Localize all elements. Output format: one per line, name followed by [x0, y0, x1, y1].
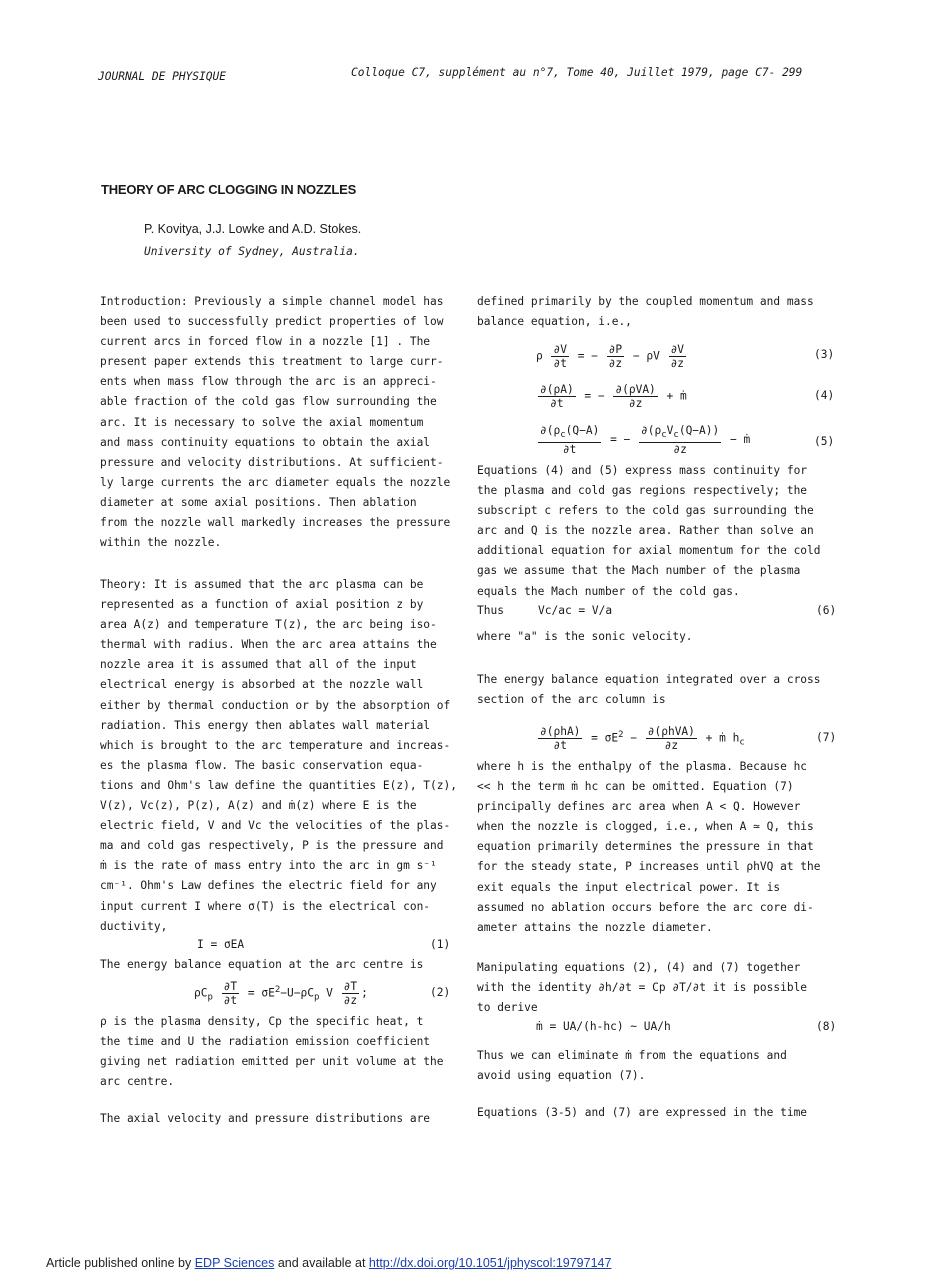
text-line: ly large currents the arc diameter equals the nozzle — [100, 475, 451, 489]
footer-middle: and available at — [274, 1256, 369, 1270]
publication-footer — [46, 1256, 611, 1270]
text-line: assumed no ablation occurs before the arc core di- — [477, 900, 814, 914]
equation-8: ṁ = UA/(h-hc) ~ UA/h — [536, 1020, 671, 1033]
author-list: P. Kovitya, J.J. Lowke and A.D. Stokes. — [144, 222, 362, 236]
text-line: present paper extends this treatment to large curr- — [100, 355, 444, 369]
equation-4: $\frac{\partial(\rho A)}{\partial t}$ = − $\frac{\text{∂(ρVA)}}{\partial z}$ + ṁ — [540, 383, 687, 410]
text-line: Introduction: Previously a simple channel model has — [100, 295, 444, 308]
symbols-paragraph — [100, 1012, 460, 1092]
text-line: es the plasma flow. The basic conservation equa- — [100, 758, 424, 772]
colloque-reference: Colloque C7, supplément au n°7, Tome 40, Juillet 1979, page C7- 299 — [351, 66, 803, 79]
text-line: avoid using equation (7). — [477, 1069, 646, 1083]
text-line: either by thermal conduction or by the absorption of — [100, 698, 451, 712]
text-line: ρ is the plasma density, Cp the specific heat, t — [100, 1015, 424, 1028]
text-line: Equations (3-5) and (7) are expressed in the time — [477, 1106, 808, 1119]
manipulation-paragraph — [477, 958, 837, 1018]
enthalpy-paragraph — [477, 757, 837, 938]
text-line: from the nozzle wall markedly increases the pressure — [100, 516, 451, 530]
text-line: within the nozzle. — [100, 536, 222, 550]
equation-3: ρ $\frac{\partial V}{\partial t}$ = − $\frac{\partial P}{\partial z}$ − ρV $\frac{\partial V}{\partial z}$ — [536, 343, 685, 370]
text-line: pressure and velocity distributions. At sufficient- — [100, 455, 444, 469]
text-line: principally defines arc area when A < Q. However — [477, 800, 801, 814]
equation-number: (4) — [814, 389, 835, 402]
journal-name: JOURNAL DE PHYSIQUE — [98, 70, 226, 83]
text-line: The axial velocity and pressure distributions are — [100, 1112, 431, 1125]
equation-number: (1) — [430, 938, 451, 951]
text-line: Thus we can eliminate ṁ from the equations and — [477, 1049, 787, 1062]
text-line: arc and Q is the nozzle area. Rather than solve an — [477, 524, 814, 538]
paper-title: THEORY OF ARC CLOGGING IN NOZZLES — [101, 182, 357, 197]
doi-link[interactable]: http://dx.doi.org/10.1051/jphyscol:19797147 — [368, 1256, 612, 1270]
text-line: the plasma and cold gas regions respectively; the — [477, 484, 808, 498]
intro-paragraph — [100, 292, 460, 553]
text-line: to derive — [477, 1001, 538, 1015]
equation-6: Vc/ac = V/a — [538, 604, 613, 617]
text-line: defined primarily by the coupled momentum and mass — [477, 295, 814, 308]
text-line: balance equation, i.e., — [477, 315, 632, 329]
energy-paragraph — [477, 670, 837, 710]
text-line: ṁ is the rate of mass entry into the arc in gm s⁻¹ — [100, 859, 437, 873]
equation-5: $\frac{\partial(\rho_c(Q-A)}{\partial t}$ = − $\frac{\partial(\rho_cV_c(Q-A))}{\partial z}$ − ṁ — [540, 424, 751, 457]
text-line: diameter at some axial positions. Then ablation — [100, 495, 417, 509]
text-line: when the nozzle is clogged, i.e., when A ≃ Q, this — [477, 820, 814, 834]
text-line: additional equation for axial momentum for the cold — [477, 544, 821, 558]
text-line: which is brought to the arc temperature and increas- — [100, 738, 451, 752]
text-line: the time and U the radiation emission coefficient — [100, 1035, 431, 1049]
publisher-link[interactable]: EDP Sciences — [194, 1256, 275, 1270]
text-line: with the identity ∂h/∂t = Cp ∂T/∂t it is possible — [477, 981, 808, 995]
text-line: Equations (4) and (5) express mass continuity for — [477, 464, 808, 477]
equation-number: (6) — [816, 604, 837, 617]
text-line: equals the Mach number of the cold gas. — [477, 584, 740, 598]
affiliation: University of Sydney, Australia. — [144, 245, 360, 258]
text-line: been used to successfully predict properties of low — [100, 315, 444, 329]
text-line: area A(z) and temperature T(z), the arc being iso- — [100, 618, 437, 632]
text-line: section of the arc column is — [477, 693, 666, 707]
equation-2: $\rho C_p$ $\frac{\partial T}{\partial t}$ = $\sigma E^2-U-\rho C_p$ V $\frac{\partial T}{\partial z}$ ; — [194, 980, 368, 1007]
text-line: electric field, V and Vc the velocities of the plas- — [100, 819, 451, 833]
text-line: ductivity, — [100, 919, 168, 933]
text-line: The energy balance equation at the arc centre is — [100, 958, 424, 971]
equation-number: (8) — [816, 1020, 837, 1033]
text-line: ents when mass flow through the arc is an appreci- — [100, 375, 437, 389]
equation-1: I = σEA — [197, 938, 245, 951]
footer-prefix: Article published online by — [46, 1256, 195, 1270]
text-line: gas we assume that the Mach number of the plasma — [477, 564, 801, 578]
momentum-intro — [477, 292, 837, 332]
text-line: current arcs in forced flow in a nozzle [1] . The — [100, 335, 431, 349]
text-line: Theory: It is assumed that the arc plasma can be — [100, 578, 424, 591]
elimination-paragraph — [477, 1046, 837, 1086]
text-line: arc. It is necessary to solve the axial momentum — [100, 415, 424, 429]
text-line: radiation. This energy then ablates wall material — [100, 718, 431, 732]
text-line: where h is the enthalpy of the plasma. Because hc — [477, 760, 808, 773]
thus-label: Thus — [477, 604, 504, 617]
theory-paragraph — [100, 575, 460, 937]
text-line: and mass continuity equations to obtain the axial — [100, 435, 431, 449]
text-line: exit equals the input electrical power. It is — [477, 880, 781, 894]
equation-number: (7) — [816, 731, 837, 744]
text-line: thermal with radius. When the arc area attains the — [100, 638, 437, 652]
text-line: arc centre. — [100, 1075, 175, 1089]
text-line: input current I where σ(T) is the electrical con- — [100, 899, 431, 913]
text-line: Manipulating equations (2), (4) and (7) together — [477, 961, 801, 974]
text-line: ma and cold gas respectively, P is the pressure and — [100, 839, 444, 853]
text-line: able fraction of the cold gas flow surrounding the — [100, 395, 437, 409]
text-line: The energy balance equation integrated over a cross — [477, 673, 821, 686]
text-line: electrical energy is absorbed at the nozzle wall — [100, 678, 424, 692]
text-line: where "a" is the sonic velocity. — [477, 630, 693, 643]
equation-7: $\frac{\text{∂(ρhA)}}{\partial t}$ = $\sigma E^2$ − $\frac{\text{∂(ρhVA)}}{\partial z}$ + ṁ $h_c$ — [540, 725, 745, 752]
text-line: cm⁻¹. Ohm's Law defines the electric field for any — [100, 879, 437, 893]
text-line: V(z), Vc(z), P(z), A(z) and ṁ(z) where E is the — [100, 799, 417, 813]
text-line: ameter attains the nozzle diameter. — [477, 920, 713, 934]
text-line: nozzle area it is assumed that all of the input — [100, 658, 417, 672]
text-line: subscript c refers to the cold gas surrounding the — [477, 504, 814, 518]
text-line: for the steady state, P increases until ρhVQ at the — [477, 860, 821, 874]
equation-number: (2) — [430, 986, 451, 999]
text-line: tions and Ohm's law define the quantities E(z), T(z), — [100, 778, 457, 792]
continuity-paragraph — [477, 461, 837, 602]
text-line: << h the term ṁ hc can be omitted. Equation (7) — [477, 780, 794, 794]
text-line: giving net radiation emitted per unit volume at the — [100, 1055, 444, 1069]
equation-number: (5) — [814, 435, 835, 448]
equation-number: (3) — [814, 348, 835, 361]
text-line: equation primarily determines the pressure in that — [477, 840, 814, 854]
text-line: represented as a function of axial position z by — [100, 598, 424, 612]
